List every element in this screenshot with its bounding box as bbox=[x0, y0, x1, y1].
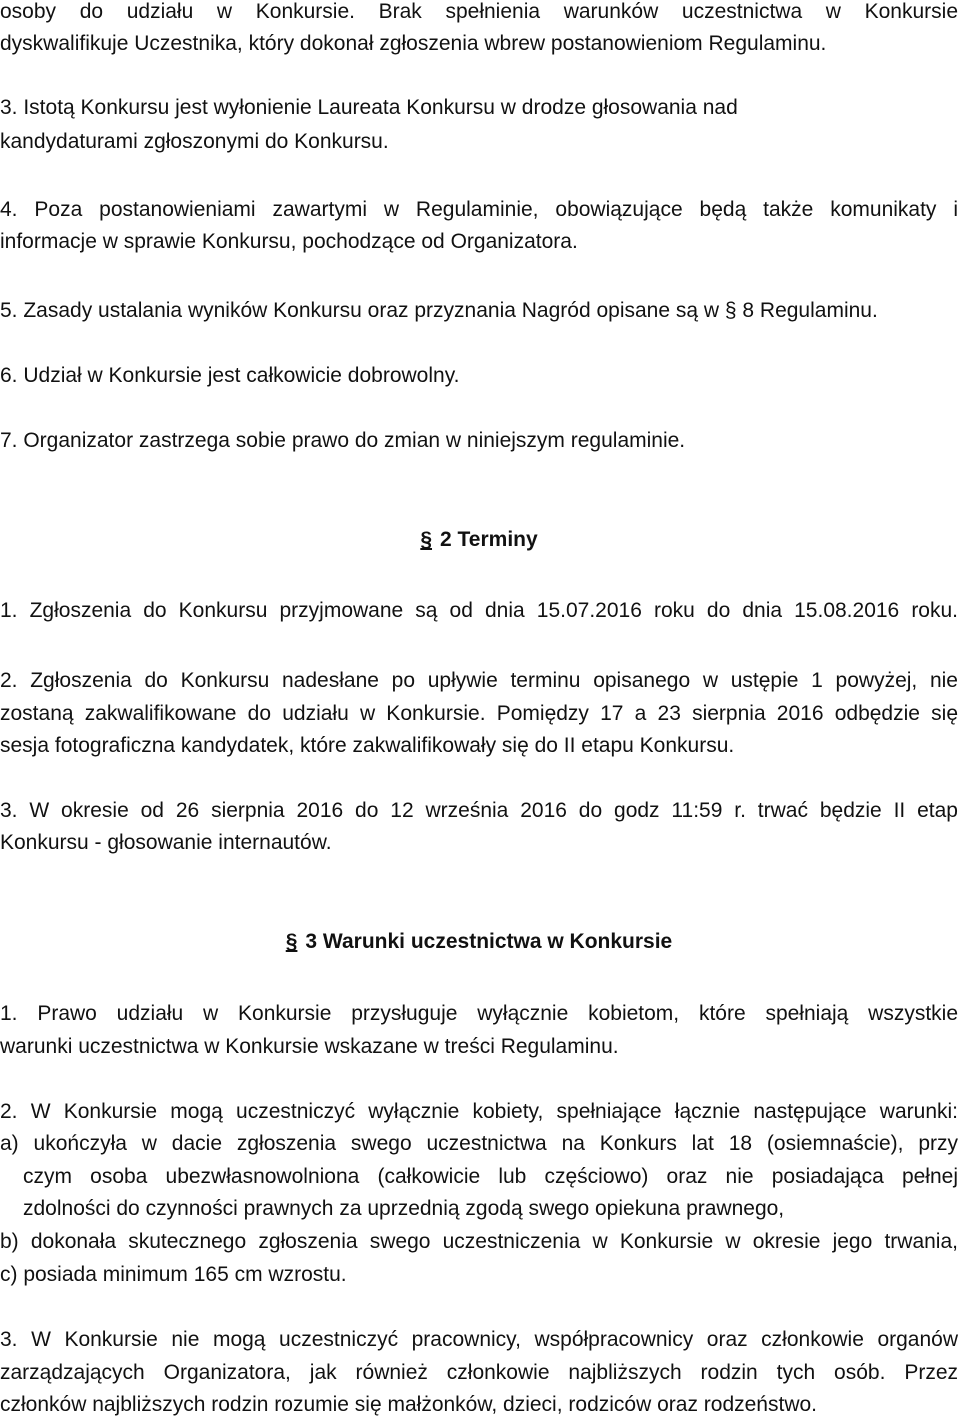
list-item-a-line: czym osoba ubezwłasnowolniona (całkowicie lub częściowo) oraz nie posiadająca pełnej bbox=[23, 1165, 958, 1188]
section-heading-warunki bbox=[0, 928, 958, 956]
section-title: 2 Terminy bbox=[440, 528, 538, 551]
paragraph-line: dyskwalifikuje Uczestnika, który dokonał zgłoszenia wbrew postanowieniom Regulaminu. bbox=[0, 32, 827, 55]
list-item-a: a) ukończyła w dacie zgłoszenia swego uczestnictwa na Konkurs lat 18 (osiemnaście), przy bbox=[0, 1132, 958, 1155]
paragraph-line: Konkursu - głosowanie internautów. bbox=[0, 831, 332, 854]
paragraph-line: 7. Organizator zastrzega sobie prawo do zmian w niniejszym regulaminie. bbox=[0, 429, 686, 452]
paragraph-line: zarządzających Organizatora, jak również członkowie najbliższych rodzin tych osób. Przez bbox=[0, 1361, 958, 1384]
paragraph-line: osoby do udziału w Konkursie. Brak spełnienia warunków uczestnictwa w Konkursie bbox=[0, 0, 958, 23]
paragraph-line: 3. Istotą Konkursu jest wyłonienie Laureata Konkursu w drodze głosowania nad bbox=[0, 96, 738, 119]
section-title: 3 Warunki uczestnictwa w Konkursie bbox=[305, 930, 673, 953]
paragraph-line: 1. Zgłoszenia do Konkursu przyjmowane są od dnia 15.07.2016 roku do dnia 15.08.2016 roku. bbox=[0, 599, 958, 622]
paragraph-line: 5. Zasady ustalania wyników Konkursu oraz przyznania Nagród opisane są w § 8 Regulaminu. bbox=[0, 299, 878, 322]
paragraph-line: 3. W okresie od 26 sierpnia 2016 do 12 września 2016 do godz 11:59 r. trwać będzie II etap bbox=[0, 799, 958, 822]
list-item-c: c) posiada minimum 165 cm wzrostu. bbox=[0, 1263, 347, 1286]
section-symbol: § bbox=[420, 528, 433, 551]
paragraph-line: warunki uczestnictwa w Konkursie wskazane w treści Regulaminu. bbox=[0, 1035, 619, 1058]
paragraph-line: sesja fotograficzna kandydatek, które zakwalifikowały się do II etapu Konkursu. bbox=[0, 734, 735, 757]
section-symbol: § bbox=[285, 930, 298, 953]
paragraph-line: 2. W Konkursie mogą uczestniczyć wyłącznie kobiety, spełniające łącznie następujące warunki: bbox=[0, 1100, 958, 1123]
list-item-a-line: zdolności do czynności prawnych za uprzednią zgodą swego opiekuna prawnego, bbox=[23, 1197, 785, 1220]
paragraph-line: 3. W Konkursie nie mogą uczestniczyć pracownicy, współpracownicy oraz członkowie organów bbox=[0, 1328, 958, 1351]
paragraph-line: 4. Poza postanowieniami zawartymi w Regulaminie, obowiązujące będą także komunikaty i bbox=[0, 198, 958, 221]
list-item-b: b) dokonała skutecznego zgłoszenia swego uczestniczenia w Konkursie w okresie jego trwania, bbox=[0, 1230, 958, 1253]
paragraph-line: członków najbliższych rodzin rozumie się małżonków, dzieci, rodziców oraz rodzeństwo. bbox=[0, 1393, 818, 1416]
paragraph-line: 1. Prawo udziału w Konkursie przysługuje wyłącznie kobietom, które spełniają wszystkie bbox=[0, 1002, 958, 1025]
paragraph-line: informacje w sprawie Konkursu, pochodzące od Organizatora. bbox=[0, 230, 578, 253]
section-heading-terminy bbox=[0, 526, 958, 554]
paragraph-line: zostaną zakwalifikowane do udziału w Konkursie. Pomiędzy 17 a 23 sierpnia 2016 odbędzie się bbox=[0, 702, 958, 725]
paragraph-line: 2. Zgłoszenia do Konkursu nadesłane po upływie terminu opisanego w ustępie 1 powyżej, nie bbox=[0, 669, 958, 692]
paragraph-line: kandydaturami zgłoszonymi do Konkursu. bbox=[0, 130, 389, 153]
paragraph-line: 6. Udział w Konkursie jest całkowicie dobrowolny. bbox=[0, 364, 460, 387]
